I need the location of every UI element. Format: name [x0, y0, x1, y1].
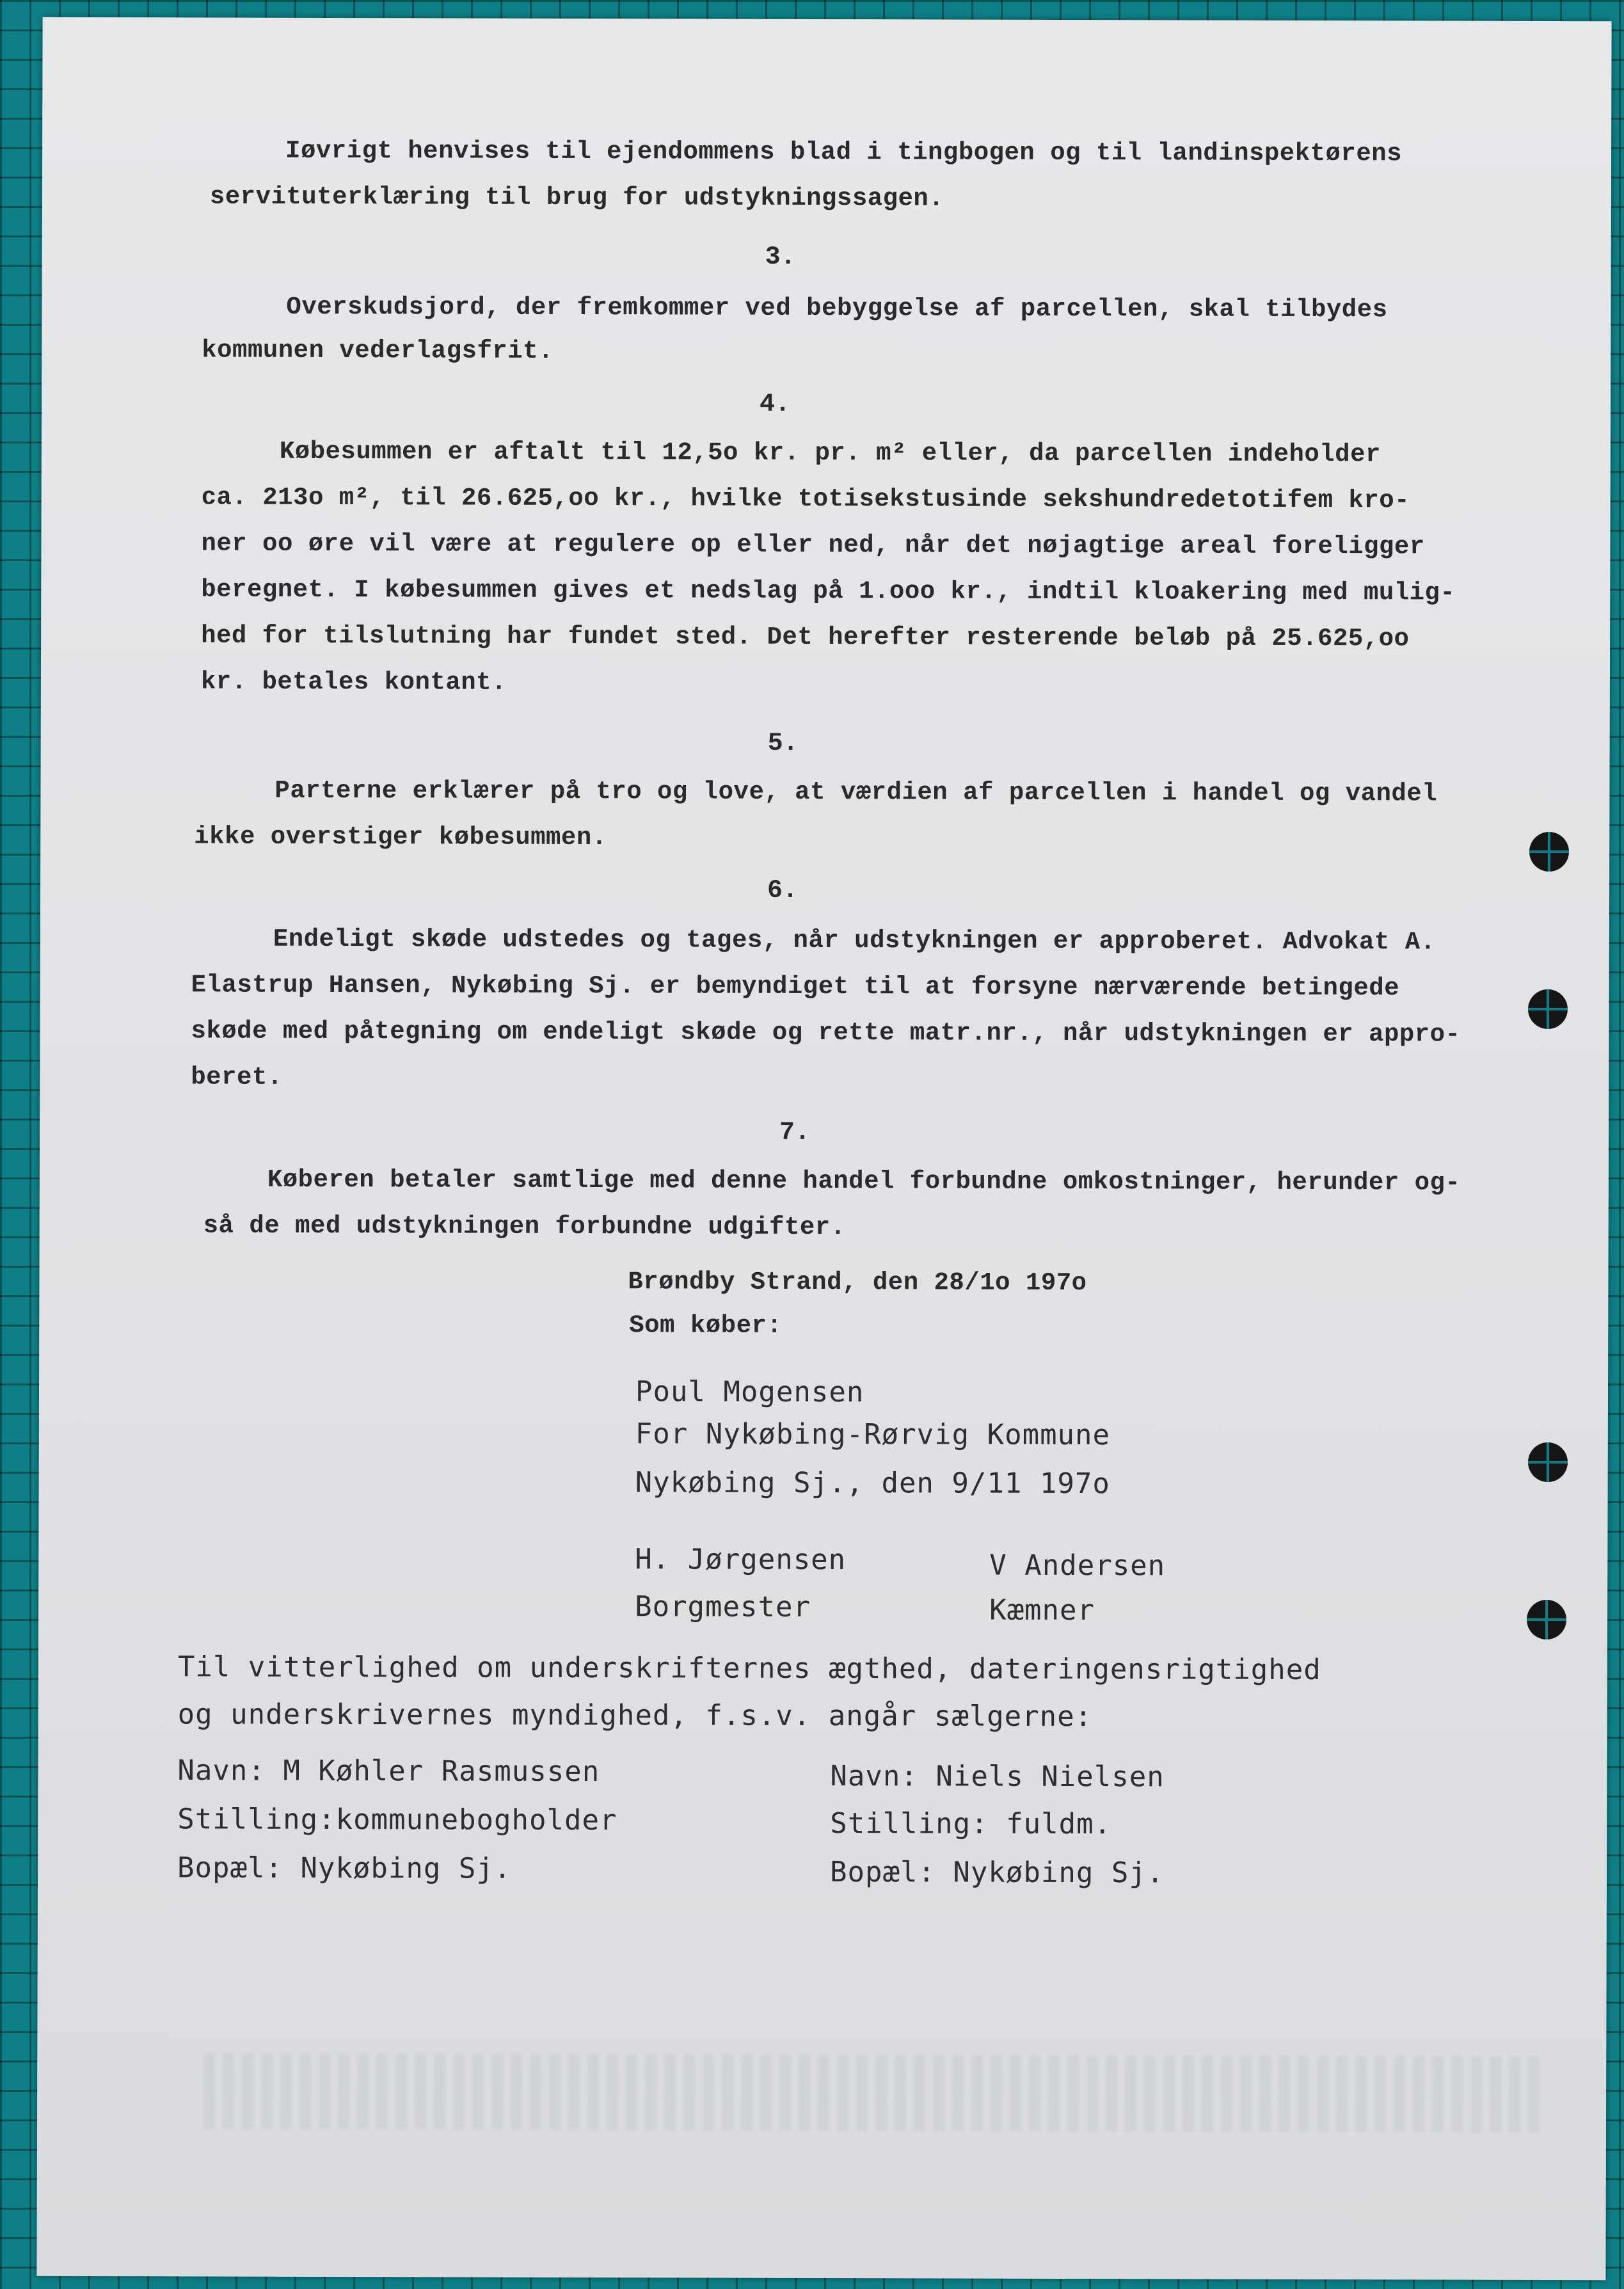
text-line: kr. betales kontant.	[200, 667, 507, 697]
document-page	[36, 17, 1611, 2280]
witness-position-left: Stilling:kommunebogholder	[177, 1803, 617, 1837]
section-number: 5.	[767, 729, 799, 758]
signatory-org: For Nykøbing-Rørvig Kommune	[635, 1417, 1111, 1452]
text-line: Elastrup Hansen, Nykøbing Sj. er bemyndiget til at forsyne nærværende betingede	[191, 971, 1400, 1003]
text-line: beregnet. I købesummen gives et nedslag på 1.ooo kr., indtil kloakering med mulig-	[201, 575, 1456, 607]
place-date-line: Brøndby Strand, den 28/1o 197o	[628, 1268, 1087, 1298]
text-line: hed for tilslutning har fundet sted. Det herefter resterende beløb på 25.625,oo	[201, 621, 1410, 653]
mayor-title: Borgmester	[635, 1590, 811, 1623]
signatory-date: Nykøbing Sj., den 9/11 197o	[635, 1466, 1110, 1501]
text-line: Parterne erklærer på tro og love, at værdien af parcellen i handel og vandel	[275, 776, 1438, 808]
text-line: ca. 213o m², til 26.625,oo kr., hvilke totisekstusinde sekshundredetotifem kro-	[201, 483, 1410, 515]
signatory-name: Poul Mogensen	[635, 1375, 864, 1409]
witness-intro: og underskrivernes myndighed, f.s.v. angår sælgerne:	[177, 1698, 1093, 1734]
buyer-label: Som køber:	[629, 1311, 783, 1340]
text-line: skøde med påtegning om endeligt skøde og rette matr.nr., når udstykningen er appro-	[191, 1017, 1461, 1049]
witness-position-right: Stilling: fuldm.	[830, 1807, 1112, 1841]
text-line: Overskudsjord, der fremkommer ved bebyggelse af parcellen, skal tilbydes	[286, 292, 1388, 324]
section-number: 3.	[765, 243, 796, 272]
text-line: kommunen vederlagsfrit.	[202, 336, 554, 365]
text-line: så de med udstykningen forbundne udgifter.	[203, 1211, 846, 1242]
witness-name-left: Navn: M Køhler Rasmussen	[177, 1754, 600, 1789]
witness-name-right: Navn: Niels Nielsen	[830, 1760, 1165, 1794]
text-line: Køberen betaler samtlige med denne handel forbundne omkostninger, herunder og-	[267, 1165, 1461, 1197]
treasurer-name: V Andersen	[989, 1549, 1166, 1583]
bleed-through-stamp	[203, 2052, 1547, 2132]
section-number: 7.	[779, 1118, 811, 1147]
text-line: ner oo øre vil være at regulere op eller ned, når det nøjagtige areal foreligger	[201, 529, 1425, 561]
text-line: Købesummen er aftalt til 12,5o kr. pr. m² eller, da parcellen indeholder	[279, 437, 1381, 469]
witness-residence-left: Bopæl: Nykøbing Sj.	[177, 1851, 512, 1885]
punch-hole	[1528, 1442, 1568, 1482]
text-line: Endeligt skøde udstedes og tages, når udstykningen er approberet. Advokat A.	[273, 925, 1436, 957]
witness-residence-right: Bopæl: Nykøbing Sj.	[829, 1856, 1165, 1890]
witness-intro: Til vitterlighed om underskrifternes ægthed, dateringensrigtighed	[177, 1650, 1321, 1687]
section-number: 6.	[767, 876, 799, 905]
mayor-name: H. Jørgensen	[635, 1543, 847, 1577]
text-line: beret.	[191, 1063, 283, 1092]
punch-hole	[1529, 832, 1569, 872]
punch-hole	[1527, 1600, 1566, 1639]
text-line: servituterklæring til brug for udstykningssagen.	[209, 182, 944, 213]
text-line: Iøvrigt henvises til ejendommens blad i tingbogen og til landinspektørens	[285, 136, 1403, 168]
text-line: ikke overstiger købesummen.	[194, 822, 607, 852]
section-number: 4.	[759, 390, 791, 419]
treasurer-title: Kæmner	[989, 1593, 1095, 1627]
punch-hole	[1528, 989, 1568, 1029]
